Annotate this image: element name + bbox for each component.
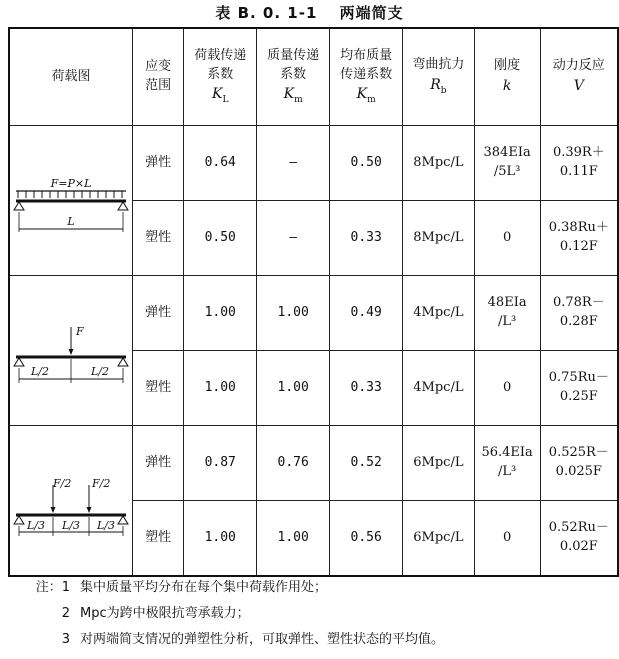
kmu-cell: 0.33: [330, 351, 403, 426]
kl-cell: 1.00: [184, 276, 257, 351]
header-stiffness: 刚度 k: [474, 28, 540, 126]
rb-cell: 8Mpc/L: [403, 201, 474, 276]
note-label: 注：1: [35, 580, 70, 595]
stiffness-cell: 384EIa /5L³: [474, 126, 540, 201]
rb-cell: 4Mpc/L: [403, 351, 474, 426]
note-label: 3: [61, 632, 70, 647]
rb-cell: 4Mpc/L: [403, 276, 474, 351]
table-row: [9, 276, 618, 351]
kmu-cell: 0.33: [330, 201, 403, 276]
note-text: 对两端简支情况的弹塑性分析，可取弹性、塑性状态的平均值。: [80, 632, 445, 647]
kl-cell: 1.00: [184, 351, 257, 426]
right-support-icon: [118, 358, 128, 366]
rb-cell: 6Mpc/L: [403, 426, 474, 501]
stiffness-cell: 48EIa /L³: [474, 276, 540, 351]
load-label-right: F/2: [92, 476, 111, 490]
reaction-cell: 0.75Ru－ 0.25F: [540, 351, 618, 426]
km-cell: 1.00: [257, 501, 330, 577]
rb-cell: 6Mpc/L: [403, 501, 474, 577]
point-load-label: F: [76, 324, 84, 338]
header-load-coefficient: 荷载传递 系数 $K_L$: [184, 28, 257, 126]
kl-cell: 1.00: [184, 501, 257, 577]
header-load-diagram: 荷载图: [9, 28, 133, 126]
km-cell: —: [257, 126, 330, 201]
km-cell: 0.76: [257, 426, 330, 501]
strain-range-cell: 弹性: [133, 126, 184, 201]
two-point-load-diagram: [9, 426, 133, 577]
kmu-cell: 0.56: [330, 501, 403, 577]
kmu-cell: 0.50: [330, 126, 403, 201]
table-row: [9, 426, 618, 501]
strain-range-cell: 塑性: [133, 201, 184, 276]
header-dynamic-reaction: 动力反应 V: [540, 28, 618, 126]
header-bending-resistance: 弯曲抗力 $R_b$: [403, 28, 474, 126]
km-cell: 1.00: [257, 351, 330, 426]
reaction-cell: 0.39R＋ 0.11F: [540, 126, 618, 201]
stiffness-cell: 56.4EIa /L³: [474, 426, 540, 501]
kl-cell: 0.87: [184, 426, 257, 501]
note-item: [30, 575, 610, 601]
table-row: [9, 126, 618, 201]
header-uniform-mass-coefficient: 均布质量 传递系数 $K_m$: [330, 28, 403, 126]
stiffness-cell: 0: [474, 201, 540, 276]
uniform-load-diagram: [9, 126, 133, 276]
rb-cell: 8Mpc/L: [403, 126, 474, 201]
table-notes: [30, 575, 610, 653]
note-item: [30, 601, 610, 627]
uniform-load-label: F=P×L: [50, 176, 92, 190]
strain-range-cell: 塑性: [133, 351, 184, 426]
span-label-right: L/2: [90, 364, 110, 378]
span-label-3: L/3: [96, 518, 116, 532]
right-support-icon: [118, 516, 128, 524]
left-support-icon: [14, 516, 24, 524]
beam-coefficient-table: [8, 27, 619, 577]
header-mass-coefficient: 质量传递 系数 $K_m$: [257, 28, 330, 126]
strain-range-cell: 塑性: [133, 501, 184, 577]
span-label: L: [67, 214, 75, 228]
reaction-cell: 0.52Ru－ 0.02F: [540, 501, 618, 577]
note-label: 2: [61, 606, 70, 621]
header-row: [9, 28, 618, 126]
right-support-icon: [118, 202, 128, 210]
span-label-1: L/3: [26, 518, 46, 532]
note-text: 集中质量平均分布在每个集中荷载作用处；: [80, 580, 328, 595]
table-title: 表 B. 0. 1-1 两端简支: [215, 4, 404, 22]
left-support-icon: [14, 358, 24, 366]
strain-range-cell: 弹性: [133, 276, 184, 351]
load-label-left: F/2: [53, 476, 72, 490]
span-label-left: L/2: [30, 364, 50, 378]
reaction-cell: 0.525R－ 0.025F: [540, 426, 618, 501]
span-label-2: L/3: [61, 518, 81, 532]
note-item: [30, 627, 610, 653]
km-cell: —: [257, 201, 330, 276]
left-support-icon: [14, 202, 24, 210]
stiffness-cell: 0: [474, 501, 540, 577]
reaction-cell: 0.38Ru＋ 0.12F: [540, 201, 618, 276]
kl-cell: 0.64: [184, 126, 257, 201]
kl-cell: 0.50: [184, 201, 257, 276]
distributed-load-arrows: [18, 191, 122, 198]
stiffness-cell: 0: [474, 351, 540, 426]
reaction-cell: 0.78R－ 0.28F: [540, 276, 618, 351]
strain-range-cell: 弹性: [133, 426, 184, 501]
km-cell: 1.00: [257, 276, 330, 351]
kmu-cell: 0.52: [330, 426, 403, 501]
kmu-cell: 0.49: [330, 276, 403, 351]
header-strain-range: 应变 范围: [133, 28, 184, 126]
note-text: Mpc为跨中极限抗弯承载力；: [80, 606, 250, 621]
point-load-diagram: [9, 276, 133, 426]
